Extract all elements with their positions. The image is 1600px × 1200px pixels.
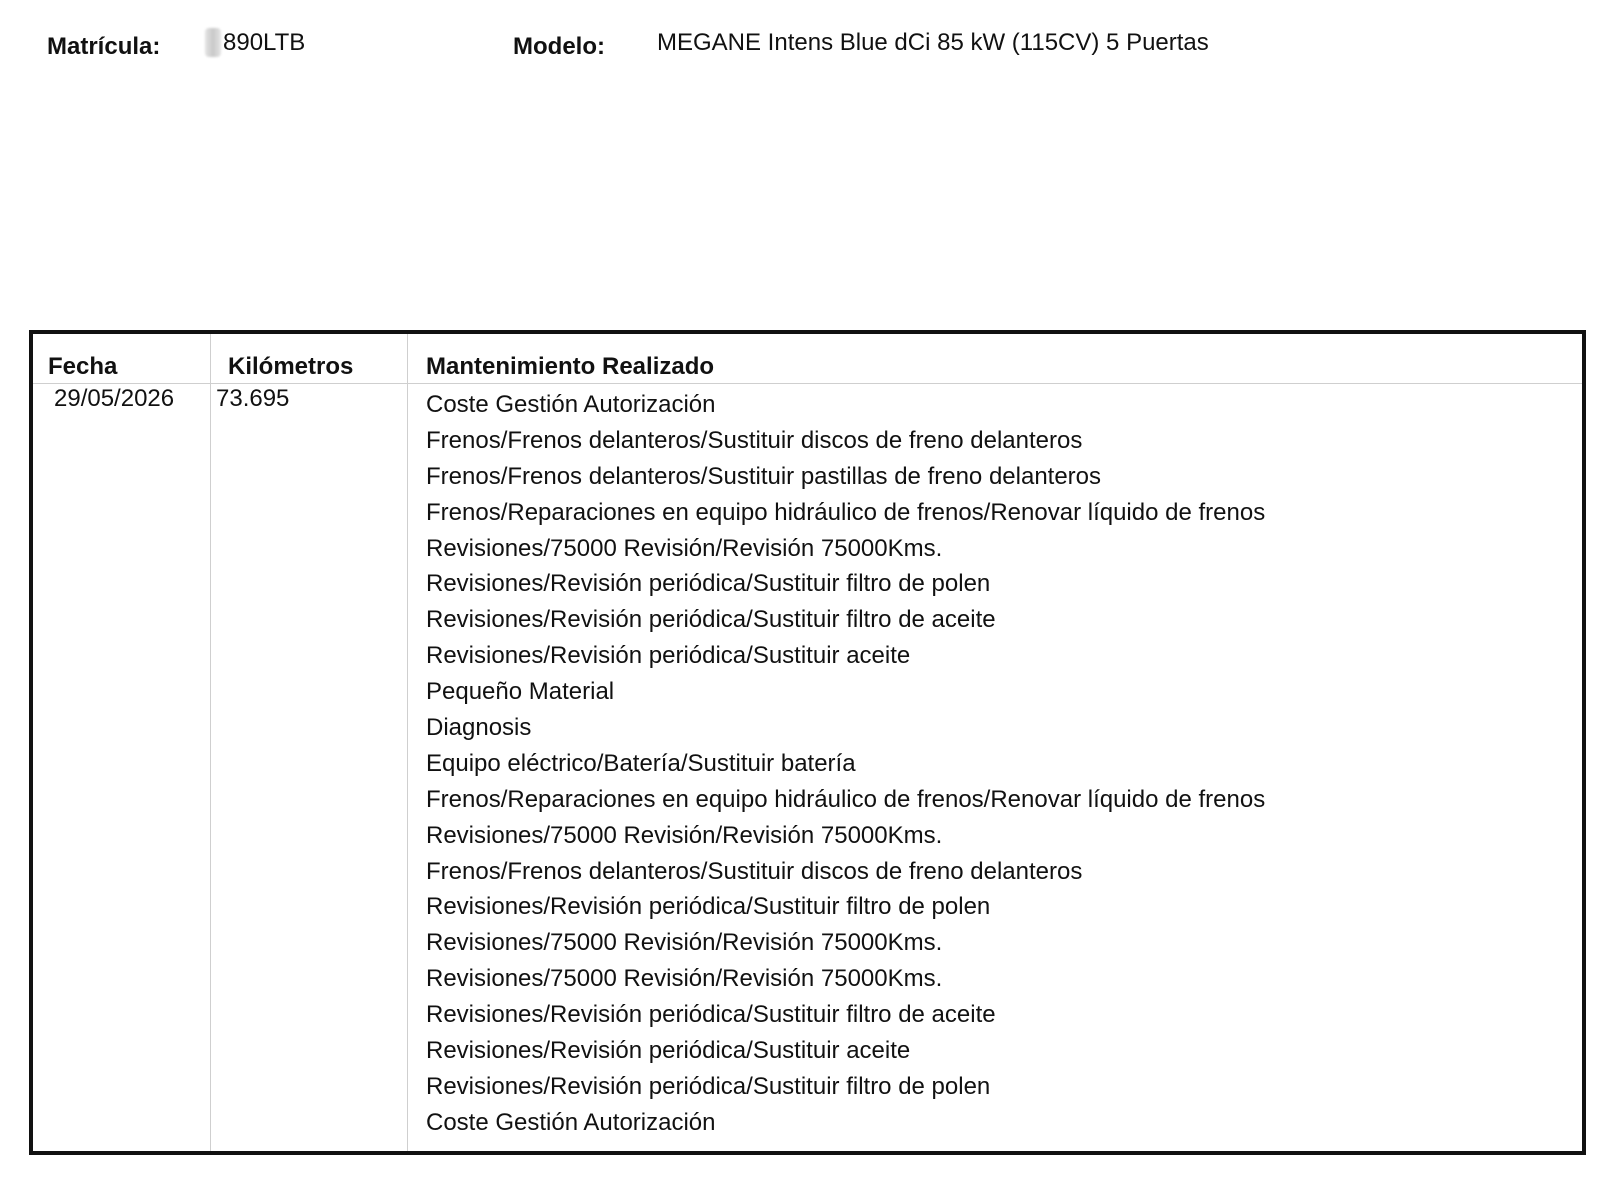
maintenance-item: Coste Gestión Autorización <box>426 391 716 418</box>
maintenance-item: Frenos/Frenos delanteros/Sustituir discos de freno delanteros <box>426 426 1083 454</box>
maintenance-item: Frenos/Reparaciones en equipo hidráulico de frenos/Renovar líquido de frenos <box>426 785 1266 813</box>
matricula-value: 890LTB <box>223 29 306 56</box>
maintenance-item: Revisiones/Revisión periódica/Sustituir aceite <box>426 642 911 670</box>
maintenance-item: Frenos/Frenos delanteros/Sustituir pastillas de freno delanteros <box>426 462 1102 490</box>
maintenance-item: Revisiones/Revisión periódica/Sustituir filtro de aceite <box>426 606 996 634</box>
maintenance-item: Revisiones/Revisión periódica/Sustituir filtro de polen <box>426 893 991 921</box>
maintenance-item: Equipo eléctrico/Batería/Sustituir batería <box>426 749 856 777</box>
cell-fecha: 29/05/2026 <box>54 385 175 412</box>
maintenance-item: Frenos/Reparaciones en equipo hidráulico de frenos/Renovar líquido de frenos <box>426 498 1266 526</box>
modelo-label: Modelo: <box>513 33 605 60</box>
column-divider <box>407 334 408 1151</box>
redacted-plate-prefix <box>205 28 221 57</box>
modelo-value: MEGANE Intens Blue dCi 85 kW (115CV) 5 Puertas <box>657 29 1209 56</box>
maintenance-item: Revisiones/Revisión periódica/Sustituir aceite <box>426 1037 911 1065</box>
maintenance-item: Revisiones/75000 Revisión/Revisión 75000Kms. <box>426 929 943 957</box>
maintenance-item: Revisiones/75000 Revisión/Revisión 75000Kms. <box>426 534 943 562</box>
maintenance-item: Revisiones/Revisión periódica/Sustituir filtro de aceite <box>426 1001 996 1029</box>
maintenance-item: Revisiones/Revisión periódica/Sustituir filtro de polen <box>426 1072 991 1100</box>
maintenance-list <box>426 387 1265 1141</box>
column-header-fecha: Fecha <box>48 353 118 380</box>
cell-kilometros: 73.695 <box>216 385 290 412</box>
maintenance-item: Frenos/Frenos delanteros/Sustituir discos de freno delanteros <box>426 857 1083 885</box>
column-divider <box>210 334 211 1151</box>
matricula-label: Matrícula: <box>47 33 161 60</box>
column-header-mantenimiento: Mantenimiento Realizado <box>426 353 715 380</box>
maintenance-item: Revisiones/75000 Revisión/Revisión 75000Kms. <box>426 821 943 849</box>
maintenance-item: Diagnosis <box>426 714 532 742</box>
matricula-value-wrapper <box>205 28 305 58</box>
maintenance-table <box>29 330 1586 1155</box>
maintenance-item: Revisiones/Revisión periódica/Sustituir filtro de polen <box>426 570 991 598</box>
column-header-kilometros: Kilómetros <box>228 353 354 380</box>
maintenance-item: Coste Gestión Autorización <box>426 1108 716 1136</box>
maintenance-item: Revisiones/75000 Revisión/Revisión 75000Kms. <box>426 965 943 993</box>
maintenance-item: Pequeño Material <box>426 678 615 706</box>
